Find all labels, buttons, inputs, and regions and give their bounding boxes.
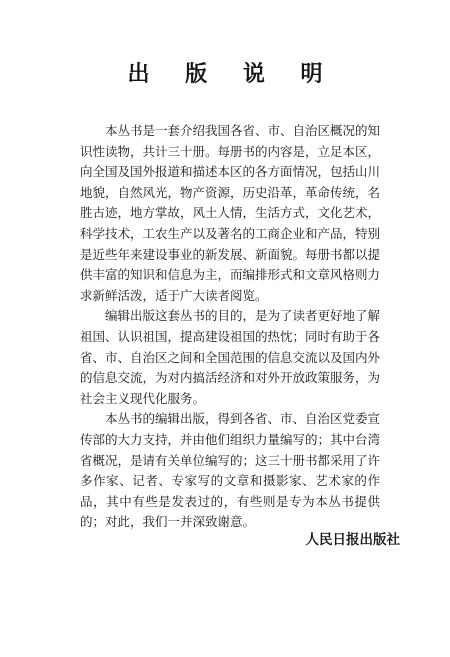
paragraph-intro: 本丛书是一套介绍我国各省、市、自治区概况的知识性读物，共计三十册。每册书的内容是，立足本区，向全国及国外报道和描述本区的各方面情况，包括山川地貌，自然风光，物产资源，历史沿革，革命传统，名胜古迹，地方掌故，风土人情，生活方式，文化艺术，科学技术，工农生产以及著名的工商企业和产品，特别是近些年来建设事业的新发展、新面貌。每册书都以提供丰富的知识和信息为主，而编排形式和文章风格则力求新鲜活泼，适于广大读者阅览。 bbox=[80, 123, 381, 303]
body-text bbox=[80, 121, 380, 533]
paragraph-purpose: 编辑出版这套丛书的目的，是为了读者更好地了解祖国、认识祖国，提高建设祖国的热忱；同时有助于各省、市、自治区之间和全国范围的信息交流以及国内外的信息交流，为对内搞活经济和对外开放政策服务，为社会主义现代化服务。 bbox=[80, 308, 381, 406]
paragraph-acknowledgement: 本丛书的编辑出版，得到各省、市、自治区党委宣传部的大力支持，并由他们组织力量编写的；其中台湾省概况，是请有关单位编写的；这三十册书都采用了许多作家、记者、专家写的文章和摄影家、艺术家的作品，其中有些是发表过的，有些则是专为本丛书提供的；对此，我们一并深致谢意。 bbox=[80, 411, 381, 530]
publisher-name: 人民日报出版社 bbox=[305, 532, 400, 548]
page-title: 出 版 说 明 bbox=[127, 61, 337, 87]
